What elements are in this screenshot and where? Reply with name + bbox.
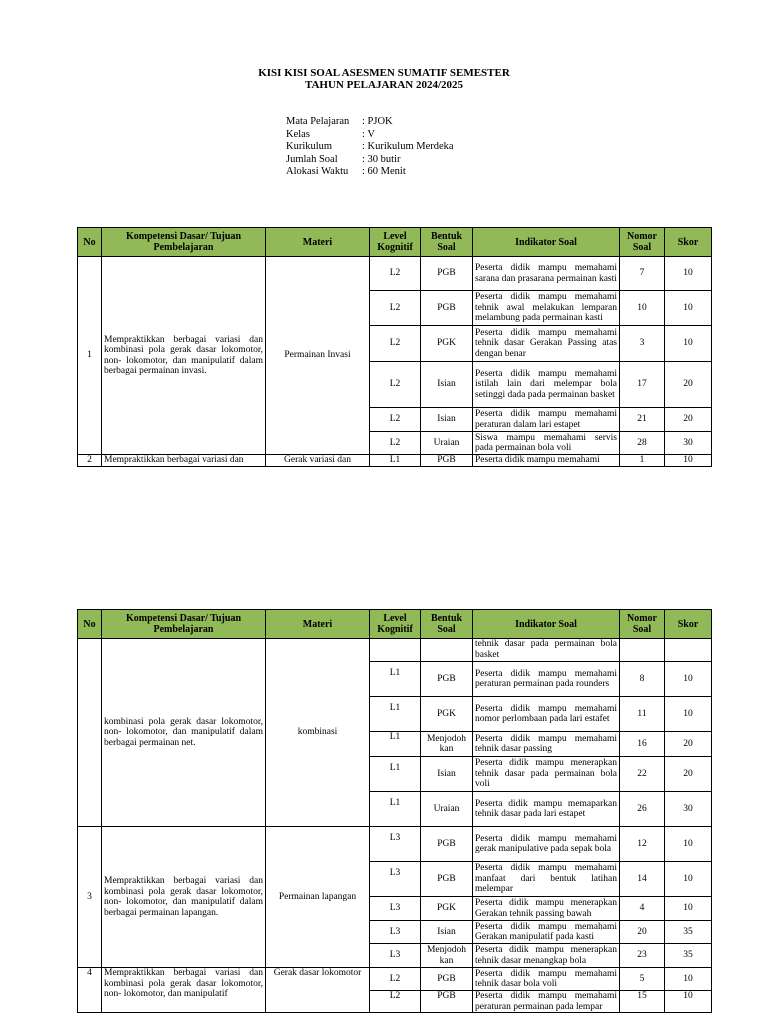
- cell-bentuk: Menjodoh kan: [421, 944, 473, 968]
- cell-materi: kombinasi: [266, 639, 370, 827]
- cell-indikator: Peserta didik mampu menerapkan Gerakan tehnik passing bawah: [473, 897, 620, 921]
- cell-indikator: Peserta didik mampu memahami: [473, 455, 620, 467]
- cell-nomor: 4: [620, 897, 665, 921]
- header-bentuk: Bentuk Soal: [421, 610, 473, 639]
- cell-skor: 10: [665, 897, 712, 921]
- cell-indikator: Peserta didik mampu memahami sarana dan prasarana permainan kasti: [473, 257, 620, 291]
- cell-bentuk: Uraian: [421, 432, 473, 455]
- cell-level: L2: [370, 257, 421, 291]
- cell-nomor: 23: [620, 944, 665, 968]
- cell-level: L3: [370, 944, 421, 968]
- cell-level: L1: [370, 455, 421, 467]
- cell-bentuk: PGB: [421, 827, 473, 862]
- cell-no: 2: [78, 455, 102, 467]
- cell-bentuk: Isian: [421, 362, 473, 408]
- cell-indikator: Peserta didik mampu memahami peraturan permainan pada lempar: [473, 991, 620, 1013]
- cell-nomor: 22: [620, 757, 665, 792]
- cell-kd: kombinasi pola gerak dasar lokomotor, non- lokomotor, dan manipulatif dalam berbagai permainan net.: [102, 639, 266, 827]
- cell-indikator: Peserta didik mampu memahami peraturan permainan pada rounders: [473, 662, 620, 697]
- cell-no: [78, 639, 102, 827]
- cell-skor: 20: [665, 732, 712, 757]
- cell-level: L2: [370, 326, 421, 362]
- cell-skor: [665, 639, 712, 662]
- cell-skor: 20: [665, 362, 712, 408]
- cell-level: L1: [370, 757, 421, 792]
- info-value: : 60 Menit: [362, 166, 406, 178]
- identity-block: [286, 116, 454, 179]
- cell-level: L3: [370, 862, 421, 897]
- info-label: Mata Pelajaran: [286, 116, 350, 127]
- cell-level: L2: [370, 991, 421, 1013]
- header-indikator: Indikator Soal: [473, 610, 620, 639]
- info-row: [286, 141, 454, 154]
- kisi-table-page-1: [77, 227, 712, 467]
- cell-skor: 10: [665, 827, 712, 862]
- cell-skor: 10: [665, 991, 712, 1013]
- table-row: [78, 257, 712, 291]
- cell-skor: 10: [665, 455, 712, 467]
- cell-skor: 10: [665, 291, 712, 326]
- header-level: Level Kognitif: [370, 610, 421, 639]
- cell-bentuk: PGB: [421, 862, 473, 897]
- cell-indikator: Peserta didik mampu menerapkan tehnik dasar menangkap bola: [473, 944, 620, 968]
- cell-skor: 35: [665, 921, 712, 944]
- cell-materi: Permainan lapangan: [266, 827, 370, 968]
- table-row: [78, 455, 712, 467]
- cell-level: L2: [370, 362, 421, 408]
- kisi-table-page-2: [77, 609, 712, 1013]
- cell-nomor: 26: [620, 792, 665, 827]
- cell-bentuk: Isian: [421, 408, 473, 432]
- header-skor: Skor: [665, 228, 712, 257]
- table-header-row: [78, 228, 712, 257]
- cell-nomor: 8: [620, 662, 665, 697]
- cell-bentuk: PGK: [421, 897, 473, 921]
- info-label: Kelas: [286, 128, 310, 140]
- cell-level: L2: [370, 968, 421, 991]
- info-row: [286, 166, 454, 179]
- cell-nomor: 20: [620, 921, 665, 944]
- info-row: [286, 116, 454, 129]
- cell-skor: 20: [665, 757, 712, 792]
- cell-level: [370, 639, 421, 662]
- cell-level: L3: [370, 827, 421, 862]
- cell-nomor: 21: [620, 408, 665, 432]
- info-label: Kurikulum: [286, 141, 333, 153]
- cell-indikator: Peserta didik mampu memahami tehnik dasar bola voli: [473, 968, 620, 991]
- cell-nomor: 12: [620, 827, 665, 862]
- cell-indikator: Peserta didik mampu menerapkan tehnik dasar pada permainan bola voli: [473, 757, 620, 792]
- cell-nomor: 1: [620, 455, 665, 467]
- cell-indikator: Peserta didik mampu memahami tehnik dasar passing: [473, 732, 620, 757]
- info-value: : Kurikulum Merdeka: [362, 141, 454, 153]
- cell-level: L2: [370, 291, 421, 326]
- cell-indikator: Peserta didik mampu memahami istilah lain dari melempar bola setinggi dada pada permainan basket: [473, 362, 620, 408]
- cell-no: 3: [78, 827, 102, 968]
- cell-indikator: Peserta didik mampu memahami gerak manipulative pada sepak bola: [473, 827, 620, 862]
- table-row: [78, 968, 712, 991]
- cell-level: L1: [370, 662, 421, 697]
- cell-nomor: 28: [620, 432, 665, 455]
- cell-materi: Gerak variasi dan: [266, 455, 370, 467]
- cell-nomor: 5: [620, 968, 665, 991]
- cell-indikator: Peserta didik mampu memahami peraturan dalam lari estapet: [473, 408, 620, 432]
- cell-skor: 10: [665, 257, 712, 291]
- header-materi: Materi: [266, 228, 370, 257]
- cell-bentuk: Isian: [421, 757, 473, 792]
- cell-skor: 10: [665, 697, 712, 732]
- header-kd: Kompetensi Dasar/ Tujuan Pembelajaran: [102, 228, 266, 257]
- cell-nomor: [620, 639, 665, 662]
- cell-indikator: Peserta didik mampu memahami tehnik awal melakukan lemparan melambung pada permainan kasti: [473, 291, 620, 326]
- cell-bentuk: [421, 639, 473, 662]
- cell-nomor: 14: [620, 862, 665, 897]
- cell-nomor: 7: [620, 257, 665, 291]
- cell-bentuk: Uraian: [421, 792, 473, 827]
- cell-kd: Mempraktikkan berbagai variasi dan: [102, 455, 266, 467]
- cell-skor: 10: [665, 862, 712, 897]
- cell-materi: Permainan Invasi: [266, 257, 370, 455]
- cell-skor: 20: [665, 408, 712, 432]
- header-nomor: Nomor Soal: [620, 610, 665, 639]
- cell-level: L1: [370, 732, 421, 757]
- cell-indikator: Siswa mampu memahami servis pada permainan bola voli: [473, 432, 620, 455]
- cell-nomor: 15: [620, 991, 665, 1013]
- header-level: Level Kognitif: [370, 228, 421, 257]
- cell-level: L1: [370, 697, 421, 732]
- header-bentuk: Bentuk Soal: [421, 228, 473, 257]
- info-label: Alokasi Waktu: [286, 166, 349, 178]
- cell-no: 4: [78, 968, 102, 1013]
- table-header-row: [78, 610, 712, 639]
- header-nomor: Nomor Soal: [620, 228, 665, 257]
- cell-skor: 10: [665, 326, 712, 362]
- cell-bentuk: Isian: [421, 921, 473, 944]
- cell-bentuk: Menjodoh kan: [421, 732, 473, 757]
- cell-indikator: Peserta didik mampu memaparkan tehnik dasar pada lari estapet: [473, 792, 620, 827]
- info-row: [286, 129, 454, 142]
- cell-indikator: Peserta didik mampu memahami manfaat dari bentuk latihan melempar: [473, 862, 620, 897]
- cell-materi: Gerak dasar lokomotor: [266, 968, 370, 1013]
- cell-skor: 35: [665, 944, 712, 968]
- document-title: KISI KISI SOAL ASESMEN SUMATIF SEMESTER: [258, 67, 510, 79]
- header-kd: Kompetensi Dasar/ Tujuan Pembelajaran: [102, 610, 266, 639]
- info-row: [286, 154, 454, 167]
- cell-level: L2: [370, 408, 421, 432]
- info-value: : 30 butir: [362, 153, 401, 165]
- cell-skor: 30: [665, 432, 712, 455]
- cell-skor: 10: [665, 968, 712, 991]
- cell-bentuk: PGB: [421, 291, 473, 326]
- cell-kd: Mempraktikkan berbagai variasi dan kombinasi pola gerak dasar lokomotor, non- lokomotor, dan manipulatif: [102, 968, 266, 1013]
- cell-nomor: 17: [620, 362, 665, 408]
- header-no: No: [78, 228, 102, 257]
- cell-skor: 30: [665, 792, 712, 827]
- cell-level: L3: [370, 897, 421, 921]
- cell-nomor: 3: [620, 326, 665, 362]
- cell-nomor: 11: [620, 697, 665, 732]
- cell-indikator: tehnik dasar pada permainan bola basket: [473, 639, 620, 662]
- cell-kd: Mempraktikkan berbagai variasi dan kombinasi pola gerak dasar lokomotor, non- lokomotor, dan manipulatif dalam berbagai permainan lapangan.: [102, 827, 266, 968]
- info-label: Jumlah Soal: [286, 153, 338, 165]
- cell-indikator: Peserta didik mampu memahami Gerakan manipulatif pada kasti: [473, 921, 620, 944]
- table-row: [78, 639, 712, 662]
- info-value: : V: [362, 128, 375, 140]
- cell-level: L3: [370, 921, 421, 944]
- cell-bentuk: PGB: [421, 991, 473, 1013]
- cell-bentuk: PGB: [421, 257, 473, 291]
- cell-level: L1: [370, 792, 421, 827]
- header-materi: Materi: [266, 610, 370, 639]
- header-no: No: [78, 610, 102, 639]
- cell-bentuk: PGB: [421, 662, 473, 697]
- cell-bentuk: PGK: [421, 326, 473, 362]
- info-value: : PJOK: [362, 116, 393, 127]
- cell-bentuk: PGB: [421, 968, 473, 991]
- cell-bentuk: PGK: [421, 697, 473, 732]
- document-subtitle: TAHUN PELAJARAN 2024/2025: [304, 79, 464, 91]
- cell-indikator: Peserta didik mampu memahami tehnik dasar Gerakan Passing atas dengan benar: [473, 326, 620, 362]
- cell-bentuk: PGB: [421, 455, 473, 467]
- cell-level: L2: [370, 432, 421, 455]
- cell-nomor: 16: [620, 732, 665, 757]
- cell-skor: 10: [665, 662, 712, 697]
- cell-indikator: Peserta didik mampu memahami nomor perlombaan pada lari estafet: [473, 697, 620, 732]
- table-row: [78, 827, 712, 862]
- header-skor: Skor: [665, 610, 712, 639]
- cell-kd: Mempraktikkan berbagai variasi dan kombinasi pola gerak dasar lokomotor, non- lokomotor, dan manipulatif dalam berbagai permainan invasi.: [102, 257, 266, 455]
- header-indikator: Indikator Soal: [473, 228, 620, 257]
- cell-no: 1: [78, 257, 102, 455]
- cell-nomor: 10: [620, 291, 665, 326]
